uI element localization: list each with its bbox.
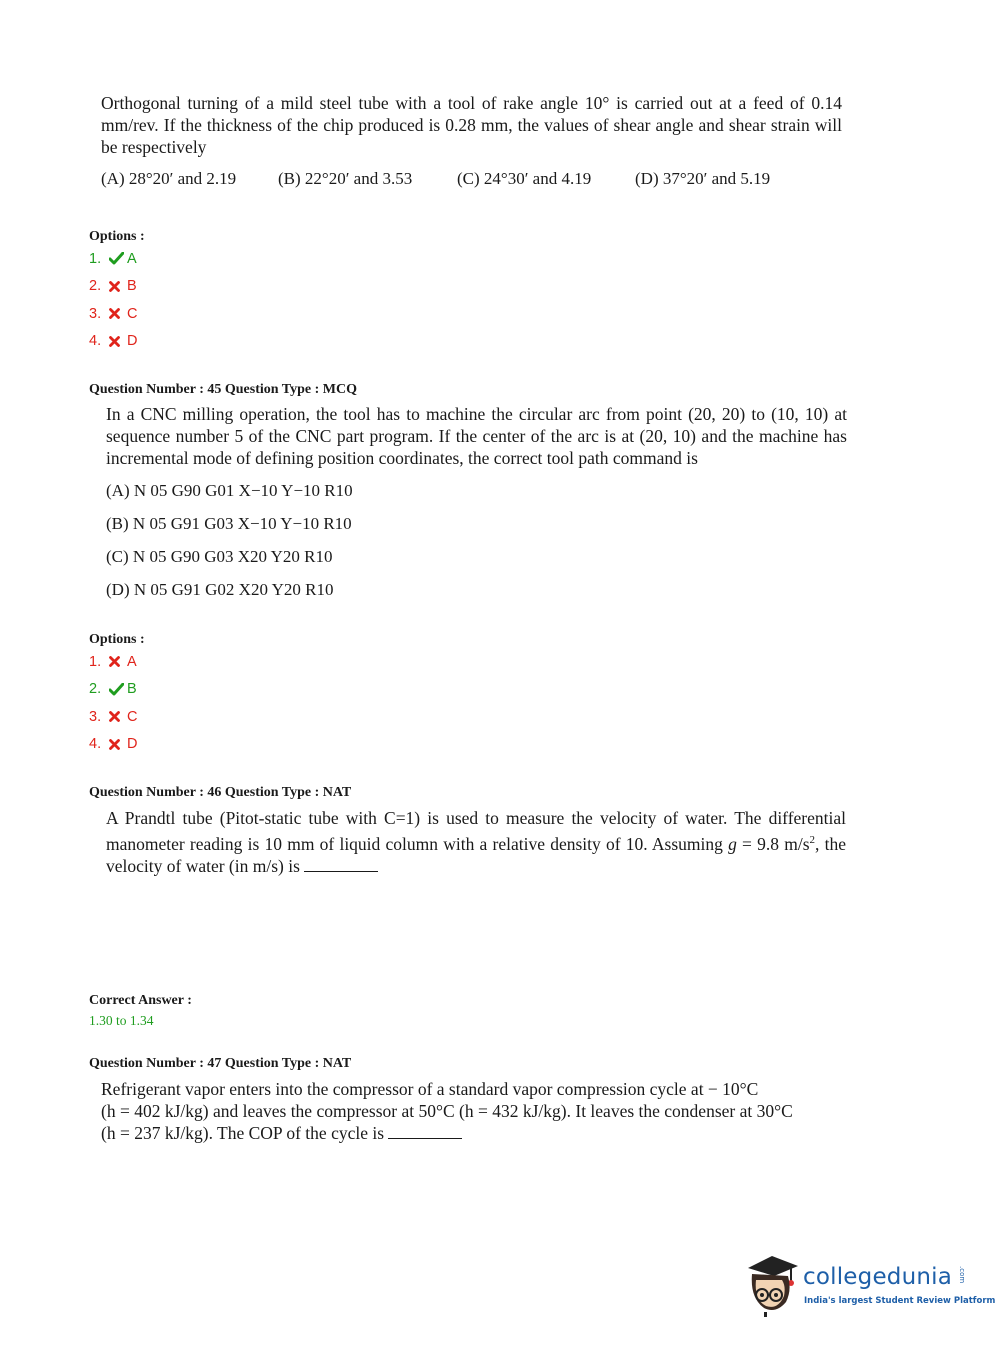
q44-options-label: Options :: [89, 229, 145, 244]
option-number: 2.: [89, 278, 102, 295]
q44-option-1[interactable]: [89, 245, 137, 273]
q44-choice-b: (B) 22°20′ and 3.53: [278, 169, 413, 188]
q46-text-part3: , the velocity of water (in m/s) is: [106, 833, 847, 876]
q46-answer-label: Correct Answer :: [89, 993, 192, 1008]
q45-text: In a CNC milling operation, the tool has to machine the circular arc from point (20, 20) to (10, 10) at sequence number 5 of the CNC part program. If the center of the arc is at (20, 10) and the machine has incremental mode of defining position coordinates, the correct tool path command is: [106, 404, 847, 468]
option-number: 3.: [89, 708, 102, 725]
option-letter: C: [127, 305, 138, 322]
q44-options-list: [89, 245, 137, 355]
option-letter: D: [127, 736, 138, 753]
q46-text: [106, 807, 846, 877]
q44-option-3[interactable]: [89, 300, 137, 328]
q45-option-2[interactable]: [89, 676, 137, 704]
q44-option-4[interactable]: [89, 328, 137, 356]
student-mascot-icon: [742, 1250, 802, 1318]
cross-icon: [109, 336, 127, 347]
answer-blank: [304, 855, 378, 872]
q47-header: Question Number : 47 Question Type : NAT: [89, 1056, 352, 1071]
option-letter: D: [127, 333, 138, 350]
collegedunia-logo[interactable]: [742, 1250, 996, 1320]
option-letter: B: [127, 278, 137, 295]
q44-option-2[interactable]: [89, 273, 137, 301]
check-icon: [109, 252, 127, 265]
option-letter: C: [127, 708, 138, 725]
q46-text-g: g: [728, 833, 737, 854]
q47-line1: Refrigerant vapor enters into the compressor of a standard vapor compression cycle at − 10°C: [101, 1079, 759, 1099]
cross-icon: [109, 281, 127, 292]
option-number: 3.: [89, 305, 102, 322]
q47-line2: (h = 402 kJ/kg) and leaves the compressor at 50°C (h = 432 kJ/kg). It leaves the condenser at 30°C: [101, 1101, 793, 1121]
cross-icon: [109, 656, 127, 667]
q45-choice-c: (C) N 05 G90 G03 X20 Y20 R10: [106, 547, 333, 566]
q45-header: Question Number : 45 Question Type : MCQ: [89, 382, 357, 397]
q45-option-1[interactable]: [89, 648, 137, 676]
q45-options-list: [89, 648, 137, 758]
logo-suffix: .com: [958, 1266, 966, 1284]
q45-option-3[interactable]: [89, 703, 137, 731]
option-number: 1.: [89, 653, 102, 670]
q46-header: Question Number : 46 Question Type : NAT: [89, 785, 352, 800]
option-number: 2.: [89, 681, 102, 698]
q46-correct-answer: 1.30 to 1.34: [89, 1013, 154, 1028]
q45-option-4[interactable]: [89, 731, 137, 759]
q44-text: Orthogonal turning of a mild steel tube with a tool of rake angle 10° is carried out at a feed of 0.14 mm/rev. If the thickness of the chip produced is 0.28 mm, the values of shear angle and shear strain will be respectively: [101, 93, 842, 157]
q47-line3-wrap: [101, 1122, 846, 1144]
q44-choices: [101, 169, 770, 189]
cross-icon: [109, 711, 127, 722]
q44-choice-c: (C) 24°30′ and 4.19: [457, 169, 592, 188]
q46-text-part1: A Prandtl tube (Pitot-static tube with C=1) is used to measure the velocity of water. The differential manometer reading is 10 mm of liquid column with a relative density of 10. Assuming: [106, 808, 846, 854]
q44-choice-d: (D) 37°20′ and 5.19: [635, 169, 771, 188]
check-icon: [109, 683, 127, 696]
q44-choice-a: (A) 28°20′ and 2.19: [101, 169, 237, 188]
option-letter: A: [127, 653, 137, 670]
q45-options-label: Options :: [89, 632, 145, 647]
q46-text-part2: = 9.8 m/s: [736, 833, 810, 854]
answer-blank: [388, 1122, 462, 1139]
q47-line3: (h = 237 kJ/kg). The COP of the cycle is: [101, 1123, 389, 1143]
cross-icon: [109, 308, 127, 319]
q45-choice-a: (A) N 05 G90 G01 X−10 Y−10 R10: [106, 481, 353, 500]
q45-choice-b: (B) N 05 G91 G03 X−10 Y−10 R10: [106, 514, 352, 533]
option-letter: B: [127, 681, 137, 698]
option-letter: A: [127, 250, 137, 267]
option-number: 1.: [89, 250, 102, 267]
option-number: 4.: [89, 333, 102, 350]
logo-tagline: India's largest Student Review Platform: [804, 1296, 996, 1306]
option-number: 4.: [89, 736, 102, 753]
cross-icon: [109, 739, 127, 750]
q47-text: [101, 1078, 846, 1144]
q45-choice-d: (D) N 05 G91 G02 X20 Y20 R10: [106, 580, 334, 599]
logo-wordmark: collegedunia: [803, 1264, 953, 1290]
q45-choices: [106, 481, 353, 613]
q46-text-sup: 2: [809, 834, 816, 846]
